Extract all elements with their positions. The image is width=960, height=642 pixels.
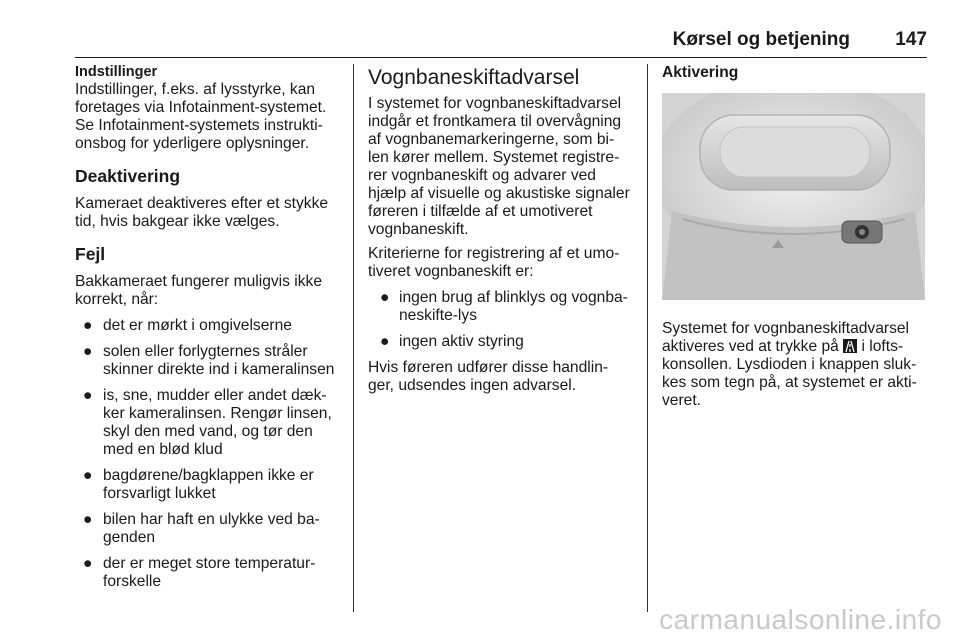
activation-paragraph <box>662 320 927 410</box>
overhead-console-photo <box>662 93 925 300</box>
bullet-icon: ● <box>380 333 390 350</box>
bullet-icon: ● <box>83 387 93 404</box>
column-divider <box>353 64 354 612</box>
column-left <box>75 64 345 599</box>
list-item <box>368 333 634 351</box>
list-item-text: der er meget store temperatur-forskelle <box>103 555 316 590</box>
page-number: 147 <box>895 29 927 50</box>
list-item-text: is, sne, mudder eller andet dæk-ker kameralinsen. Rengør linsen, skyl den med vand, og tør den med en blød klud <box>103 387 332 458</box>
lane-departure-icon <box>843 339 857 353</box>
list-item <box>75 343 345 379</box>
closing-paragraph: Hvis føreren udfører disse handlin-ger, udsendes ingen advarsel. <box>368 359 609 394</box>
lane-departure-heading: Vognbaneskiftadvarsel <box>368 66 580 89</box>
activation-text-start: Systemet for vognbaneskiftadvarsel aktiveres ved at trykke på <box>662 320 910 355</box>
settings-subheading: Indstillinger <box>75 64 158 80</box>
activation-heading: Aktivering <box>662 64 739 81</box>
watermark: carmanualsonline.info <box>659 604 942 635</box>
bullet-icon: ● <box>83 317 93 334</box>
lane-departure-intro: I systemet for vognbaneskiftadvarsel indgår et frontkamera til overvågning af vognbanemarkeringerne, som bi-len kører mellem. Systemet registre-rer vognbaneskift og advarer ved hjælp af visuelle og akustiske signaler føreren i tilfælde af et umotiveret vognbaneskift. <box>368 95 630 238</box>
list-item <box>75 555 345 591</box>
list-item-text: bilen har haft en ulykke ved ba-genden <box>103 511 320 546</box>
deactivation-heading: Deaktivering <box>75 166 181 186</box>
criteria-list <box>368 289 634 351</box>
activation-text-end: i lofts-konsollen. Lysdioden i knappen sluk-kes som tegn på, at systemet er akti-veret. <box>662 338 917 409</box>
fault-intro: Bakkameraet fungerer muligvis ikke korrekt, når: <box>75 273 323 308</box>
overhead-console-illustration <box>662 93 925 300</box>
settings-paragraph: Indstillinger, f.eks. af lysstyrke, kan foretages via Infotainment-systemet. Se Infotainment-systemets instrukti-onsbog for yderligere oplysninger. <box>75 81 327 152</box>
list-item <box>75 317 345 335</box>
bullet-icon: ● <box>83 467 93 484</box>
fault-heading: Fejl <box>75 244 106 264</box>
column-divider <box>647 64 648 612</box>
list-item-text: solen eller forlygternes stråler skinner direkte ind i kameralinsen <box>103 343 335 378</box>
deactivation-paragraph: Kameraet deaktiveres efter et stykke tid, hvis bakgear ikke vælges. <box>75 195 329 230</box>
list-item-text: det er mørkt i omgivelserne <box>103 317 292 334</box>
list-item-text: ingen brug af blinklys og vognba-neskifte-lys <box>399 289 628 324</box>
list-item <box>75 387 345 459</box>
bullet-icon: ● <box>83 343 93 360</box>
page-header <box>75 27 927 58</box>
column-right <box>662 64 927 416</box>
criteria-paragraph: Kriterierne for registrering af et umo-tiveret vognbaneskift er: <box>368 245 620 280</box>
bullet-icon: ● <box>380 289 390 306</box>
list-item <box>368 289 634 325</box>
list-item <box>75 511 345 547</box>
chapter-title: Kørsel og betjening <box>672 29 850 50</box>
bullet-icon: ● <box>83 555 93 572</box>
fault-list <box>75 317 345 591</box>
list-item-text: ingen aktiv styring <box>399 333 524 350</box>
list-item-text: bagdørene/bagklappen ikke er forsvarligt lukket <box>103 467 314 502</box>
list-item <box>75 467 345 503</box>
bullet-icon: ● <box>83 511 93 528</box>
column-middle <box>368 64 634 401</box>
